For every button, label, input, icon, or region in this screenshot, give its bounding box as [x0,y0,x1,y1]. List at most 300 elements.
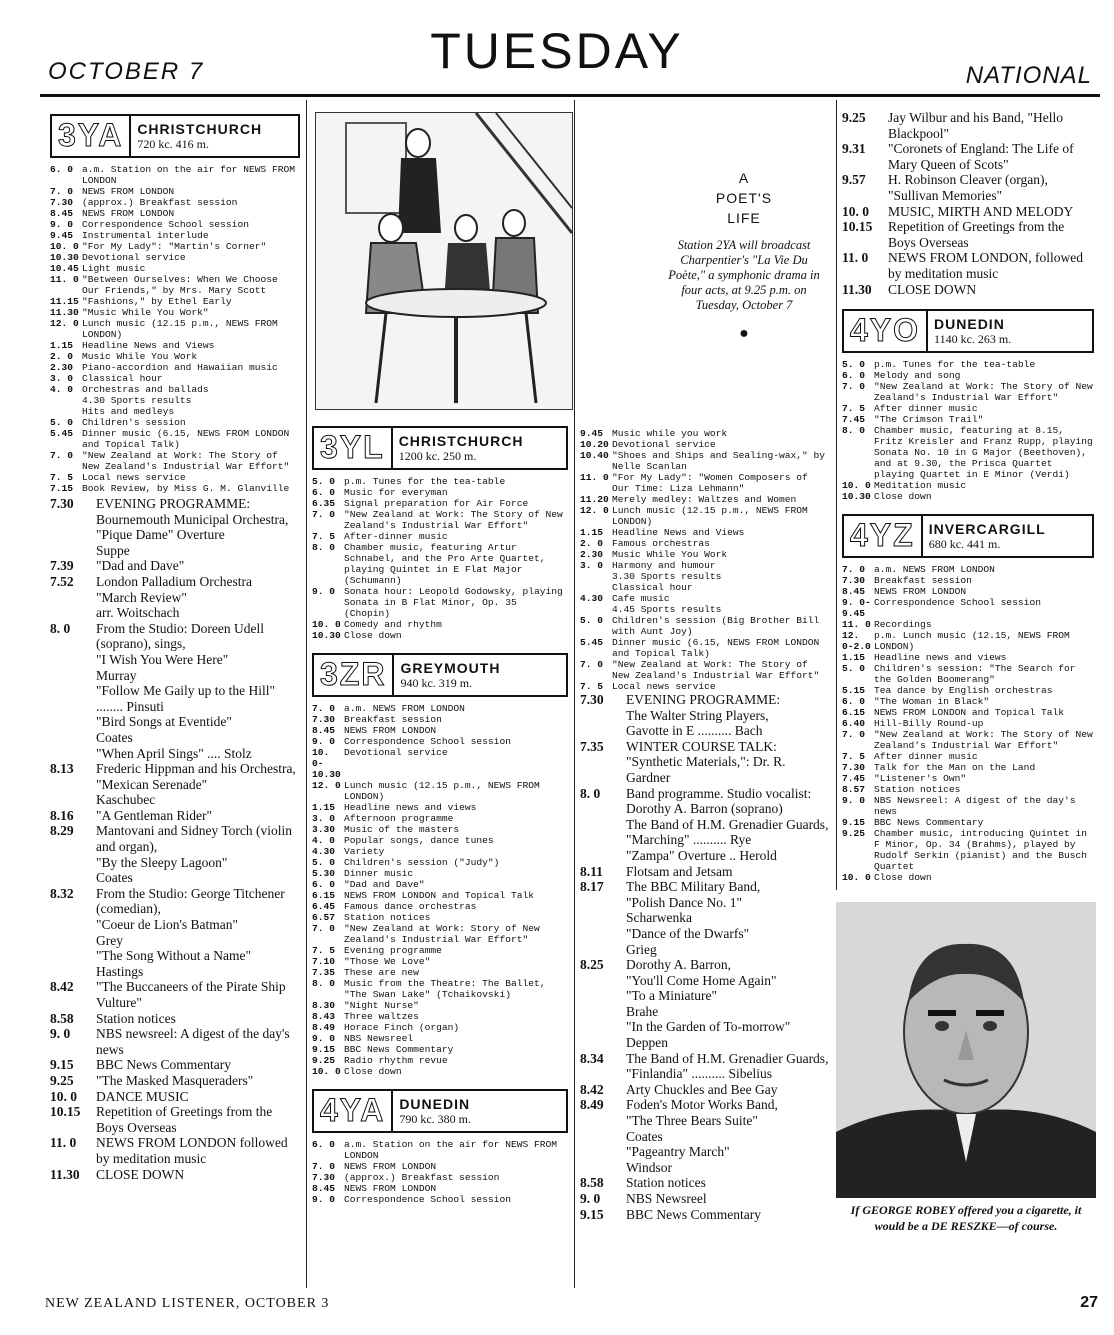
schedule-entry [50,590,300,606]
schedule-list-4yo [842,359,1094,502]
entry-program: From the Studio: Doreen Udell (soprano), sings, [96,620,264,652]
schedule-entry [50,543,300,559]
schedule-entry [50,1011,300,1027]
schedule-entry [580,582,830,593]
entry-program: EVENING PROGRAMME: [626,692,781,707]
entry-program: Devotional service [82,252,186,263]
entry-program: The Walter String Players, [626,707,769,723]
station-city: DUNEDIN [934,315,1005,332]
publication-name: NEW ZEALAND LISTENER, OCTOBER 3 [45,1296,330,1311]
entry-time: 7. 5 [50,472,74,483]
entry-program: Variety [344,846,385,857]
entry-program: "The Woman in Black" [874,696,990,708]
entry-program: Tea dance by English orchestras [874,685,1053,697]
entry-time: 8.32 [50,885,74,901]
entry-time [50,870,96,886]
schedule-entry [580,895,830,911]
entry-program: NEWS FROM LONDON [344,1183,437,1194]
entry-time: 9. 0-9.45 [842,597,871,620]
entry-time: 9. 0 [50,1026,71,1042]
entry-program: Brahe [626,1003,659,1019]
schedule-entry [580,659,830,681]
schedule-entry [50,948,300,964]
entry-program: "New Zealand at Work: The Story of New Zealand's Industrial War Effort" [344,509,563,531]
schedule-entry [580,1144,830,1160]
entry-program: MUSIC, MIRTH AND MELODY [888,203,1074,219]
schedule-entry [312,978,568,1000]
station-city: DUNEDIN [399,1095,471,1112]
station-info [393,1091,477,1131]
entry-time: 7.39 [50,558,74,574]
schedule-entry [580,472,830,494]
station-city: CHRISTCHURCH [137,120,263,137]
schedule-entry [312,923,568,945]
entry-time: 6. 0 [50,164,74,175]
schedule-entry [50,384,300,395]
schedule-entry [312,868,568,879]
entry-time: 1.15 [312,802,336,813]
entry-program: Hill-Billy Round-up [874,718,984,730]
schedule-entry [580,1035,830,1051]
entry-time: 8. 0 [50,620,71,636]
entry-program: Coates [96,870,133,886]
schedule-entry [50,761,300,777]
entry-program: Famous orchestras [612,538,710,549]
entry-program: p.m. Lunch music (12.15, NEWS FROM LONDON) [874,630,1070,653]
entry-program: "March Review" [96,589,187,605]
entry-time: 6.57 [312,912,336,923]
entry-time: 8.45 [842,586,866,598]
schedule-entry [50,964,300,980]
entry-time: 7. 0 [312,923,336,934]
entry-time [50,406,82,417]
entry-time [580,832,626,848]
entry-time: 8.11 [580,863,603,879]
entry-time: 2.30 [50,362,74,373]
entry-program: Kaschubec [96,792,156,808]
entry-program: "When April Sings" .... Stolz [96,745,252,761]
entry-program: "The Buccaneers of the Pirate Ship Vulture" [96,979,286,1010]
schedule-entry [842,110,1094,141]
entry-program: Music while you work [612,428,728,439]
entry-program: Hits and medleys [82,406,175,417]
schedule-entry [50,777,300,793]
entry-time: 9.45 [50,230,74,241]
entry-time: 10.15 [842,219,873,235]
schedule-entry [842,751,1094,762]
section-label: NATIONAL [965,62,1092,89]
schedule-entry [50,417,300,428]
entry-time: 9. 0 [580,1191,601,1206]
entry-time [50,668,96,684]
schedule-list-4ya-day [580,428,830,692]
schedule-entry [312,1172,568,1183]
entry-time: 11.30 [50,1166,80,1182]
entry-program: Grey [96,932,123,948]
entry-time: 9. 0 [842,795,866,807]
schedule-entry [312,901,568,912]
entry-time: 7. 5 [580,681,604,692]
entry-program: Close down [344,630,402,641]
entry-program: "Dad and Dave" [344,879,425,890]
entry-time [50,543,96,559]
station-info [928,311,1017,351]
entry-program: Music of the masters [344,824,460,835]
schedule-entry [580,681,830,692]
entry-time [580,895,626,911]
entry-program: NEWS FROM LONDON, followed by meditation music [888,250,1083,281]
schedule-entry [842,707,1094,718]
schedule-entry [50,823,300,854]
schedule-entry [50,621,300,652]
schedule-entry [580,910,830,926]
station-frequency: 720 kc. 416 m. [137,136,209,151]
station-box-4ya [312,1089,568,1133]
entry-program: "Those We Love" [344,956,431,967]
schedule-entry [50,208,300,219]
entry-time: 7. 0 [842,381,866,393]
schedule-entry [50,307,300,318]
entry-time: 7.35 [580,738,604,754]
entry-time: 4. 0 [50,384,74,395]
entry-program: CLOSE DOWN [888,281,977,297]
entry-time: 10. 0 [50,1088,77,1104]
schedule-entry [312,725,568,736]
entry-program: p.m. Tunes for the tea-table [344,476,506,487]
schedule-entry [580,439,830,450]
schedule-entry [50,855,300,871]
day-heading: TUESDAY [430,23,684,79]
schedule-entry [842,729,1094,751]
schedule-entry [312,824,568,835]
entry-program: Chamber music, featuring at 8.15, Fritz Kreisler and Franz Rupp, playing Sonata No. 10 in G Major (Beethoven), and at 9.30, the Prisca Quartet playing Quartet in E Minor (Verdi) [874,425,1093,481]
george-robey-photo [836,902,1096,1198]
schedule-entry [842,597,1094,619]
entry-time: 10.30 [50,252,79,263]
schedule-entry [842,652,1094,663]
entry-program: "New Zealand at Work: The Story of New Zealand's Industrial War Effort" [82,450,290,472]
entry-program: Headline News and Views [612,527,745,538]
entry-program: NBS Newsreel [626,1191,707,1206]
entry-time [580,1004,626,1020]
schedule-entry [580,560,830,571]
station-info [131,116,268,156]
column-2 [312,422,568,1252]
entry-time: 7. 5 [842,403,866,415]
entry-program: Coates [96,729,133,745]
schedule-entry [312,498,568,509]
schedule-entry [842,282,1094,298]
entry-program: Cafe music [612,593,670,604]
schedule-entry [580,604,830,615]
entry-program: a.m. Station on the air for NEWS FROM LONDON [82,164,296,186]
entry-time: 10.30 [842,491,871,503]
schedule-entry [50,979,300,1010]
schedule-entry [580,973,830,989]
schedule-entry [842,817,1094,828]
schedule-entry [580,1129,830,1145]
entry-program: "Marching" .......... Rye [626,832,752,848]
entry-program: Correspondence School session [344,736,511,747]
schedule-entry [580,1051,830,1067]
entry-time: 8.45 [312,1183,336,1194]
schedule-entry [580,505,830,527]
entry-program: Melody and song [874,370,961,382]
entry-time: 8.58 [580,1175,604,1191]
entry-program: Music While You Work [82,351,198,362]
entry-time [580,582,612,593]
schedule-entry [842,696,1094,707]
entry-time: 8.49 [580,1097,604,1113]
entry-time: 9.25 [842,828,866,840]
entry-time: 5. 0 [312,857,336,868]
entry-program: Correspondence School session [344,1194,511,1205]
entry-program: After dinner music [874,751,978,763]
entry-time: 9. 0 [312,1194,336,1205]
entry-program: Merely medley: Waltzes and Women [612,494,797,505]
entry-program: NEWS FROM LONDON [874,586,967,598]
entry-time: 8.17 [580,879,604,895]
entry-time [50,917,96,933]
entry-program: Breakfast session [874,575,972,587]
schedule-entry [580,942,830,958]
schedule-entry [50,472,300,483]
entry-program: Hastings [96,963,144,979]
schedule-entry [580,786,830,817]
schedule-list-3zr [312,703,568,1077]
entry-program: "Pageantry March" [626,1144,730,1160]
station-call-sign: 3ZR [314,655,394,695]
entry-program: Flotsam and Jetsam [626,863,733,879]
entry-program: Radio rhythm revue [344,1055,448,1066]
entry-program: Foden's Motor Works Band, [626,1097,778,1113]
entry-time: 6.15 [312,890,336,901]
entry-time: 8. 0 [580,785,601,801]
entry-program: After dinner music [874,403,978,415]
schedule-entry [50,406,300,417]
entry-program: Headline News and Views [82,340,215,351]
entry-time: 7.30 [312,1172,336,1183]
entry-program: "The Song Without a Name" [96,948,251,964]
entry-time: 10. 0 [50,241,79,252]
schedule-entry [580,832,830,848]
entry-time: 5.30 [312,868,336,879]
station-city: GREYMOUTH [400,659,501,676]
schedule-entry [580,615,830,637]
schedule-entry [50,574,300,590]
entry-program: p.m. Tunes for the tea-table [874,359,1036,371]
entry-time [50,395,82,406]
schedule-entry [312,1161,568,1172]
station-box-4yo [842,309,1094,353]
entry-time [50,948,96,964]
schedule-list-4yz [842,564,1094,883]
schedule-entry [312,956,568,967]
schedule-entry [580,988,830,1004]
schedule-entry [842,619,1094,630]
entry-program: "In the Garden of To-morrow" [626,1019,791,1035]
entry-program: "Fashions," by Ethel Early [82,296,232,307]
entry-program: Classical hour [612,582,693,593]
entry-time: 9.15 [842,817,866,829]
schedule-entry [580,848,830,864]
station-info [923,516,1052,556]
entry-time [50,855,96,871]
entry-time: 6.15 [842,707,866,719]
schedule-entry [50,683,300,714]
entry-time: 8.25 [580,957,604,973]
entry-time: 8.42 [580,1081,604,1097]
schedule-entry [842,586,1094,597]
schedule-list-3ya-day [50,164,300,494]
schedule-entry [842,685,1094,696]
entry-time [50,652,96,668]
schedule-entry [312,835,568,846]
entry-time: 3. 0 [580,560,604,571]
schedule-entry [50,746,300,762]
column-divider-3 [836,100,837,890]
station-box-3yl [312,426,568,470]
schedule-entry [842,663,1094,685]
entry-program: NEWS FROM LONDON [82,186,175,197]
entry-program: "For My Lady": "Women Composers of Our Time: Liza Lehmann" [612,472,808,494]
entry-program: "I Wish You Were Here" [96,651,229,667]
entry-time: 1.15 [580,527,604,538]
entry-program: Light music [82,263,146,274]
entry-program: Local news service [82,472,186,483]
schedule-entry [50,164,300,186]
entry-program: NBS Newsreel [344,1033,414,1044]
entry-program: Close down [344,1066,402,1077]
entry-program: Popular songs, dance tunes [344,835,494,846]
entry-program: Dinner music (6.15, NEWS FROM LONDON and Topical Talk) [82,428,290,450]
entry-program: arr. Woitschach [96,605,180,621]
schedule-entry [842,414,1094,425]
entry-time [580,708,626,724]
entry-program: H. Robinson Cleaver (organ), "Sullivan Memories" [888,172,1048,203]
entry-time [580,604,612,615]
entry-time [580,988,626,1004]
entry-program: After-dinner music [344,531,448,542]
entry-time: 5.45 [580,637,604,648]
entry-program: Afternoon programme [344,813,454,824]
schedule-entry [50,263,300,274]
entry-program: The Band of H.M. Grenadier Guards, [626,1050,829,1066]
entry-time: 8.45 [50,208,74,219]
entry-time: 11.20 [580,494,609,505]
schedule-entry [842,872,1094,883]
entry-program: Horace Finch (organ) [344,1022,460,1033]
schedule-entry [50,933,300,949]
entry-program: "Mexican Serenade" [96,776,208,792]
header-rule [40,94,1100,97]
schedule-entry [312,1033,568,1044]
entry-program: These are new [344,967,419,978]
entry-time: 7. 0 [50,450,74,461]
entry-time [50,746,96,762]
entry-time: 10.30 [312,630,341,641]
entry-program: Devotional service [344,747,448,758]
schedule-entry [50,186,300,197]
schedule-entry [842,204,1094,220]
entry-time: 7.35 [312,967,336,978]
entry-time: 4. 0 [312,835,336,846]
entry-program: Close down [874,872,932,884]
schedule-entry [842,381,1094,403]
entry-time: 7. 0 [312,1161,336,1172]
entry-program: Correspondence School session [874,597,1041,609]
column-3 [580,428,830,1258]
station-call-sign: 4YZ [844,516,923,556]
entry-program: Dorothy A. Barron, [626,957,731,973]
column-divider-2 [574,100,575,1288]
schedule-entry [312,1000,568,1011]
station-city: CHRISTCHURCH [398,432,524,449]
entry-time: 7.52 [50,573,74,589]
schedule-entry [842,795,1094,817]
entry-time: 11. 0 [580,472,609,483]
entry-time: 7.30 [842,762,866,774]
schedule-entry [50,318,300,340]
page-number: 27 [1080,1294,1098,1311]
entry-program: Coates [626,1128,663,1144]
schedule-entry [50,714,300,730]
entry-program: BBC News Commentary [344,1044,454,1055]
schedule-entry [50,496,300,512]
schedule-entry [50,450,300,472]
entry-program: Dinner music (6.15, NEWS FROM LONDON and Topical Talk) [612,637,820,659]
schedule-entry [50,792,300,808]
schedule-entry [50,558,300,574]
entry-time [50,605,96,621]
entry-time: 6. 0 [842,370,866,382]
entry-program: Suppe [96,542,130,558]
entry-time: 9.31 [842,141,866,157]
entry-program: Three waltzes [344,1011,419,1022]
entry-program: BBC News Commentary [626,1206,761,1222]
entry-program: 4.30 Sports results [82,395,192,406]
bullet-dot: ● [739,325,749,342]
entry-program: a.m. Station on the air for NEWS FROM LONDON [344,1139,558,1161]
schedule-entry [580,1175,830,1191]
schedule-entry [580,549,830,560]
entry-program: WINTER COURSE TALK: "Synthetic Materials,": Dr. R. Gardner [626,738,786,785]
schedule-entry [580,593,830,604]
schedule-entry [312,802,568,813]
entry-program: NEWS FROM LONDON [344,1161,437,1172]
schedule-entry [312,1066,568,1077]
entry-program: Children's session (Big Brother Bill with Aunt Joy) [612,615,820,637]
entry-time: 11. 0 [50,274,79,285]
schedule-entry [580,538,830,549]
entry-program: "Dad and Dave" [96,558,185,574]
schedule-entry [50,351,300,362]
entry-program: NEWS FROM LONDON and Topical Talk [344,890,534,901]
entry-program: Music While You Work [612,549,728,560]
schedule-entry [312,714,568,725]
schedule-entry [580,817,830,833]
entry-program: Headline news and views [344,802,477,813]
station-frequency: 790 kc. 380 m. [399,1111,471,1126]
entry-program: (approx.) Breakfast session [344,1172,500,1183]
entry-time: 7. 0 [580,659,604,670]
station-call-sign: 4YA [314,1091,393,1131]
schedule-entry [312,1139,568,1161]
entry-program: "Music While You Work" [82,307,209,318]
schedule-entry [580,571,830,582]
entry-time: 8. 0 [312,542,336,553]
schedule-entry [50,274,300,296]
